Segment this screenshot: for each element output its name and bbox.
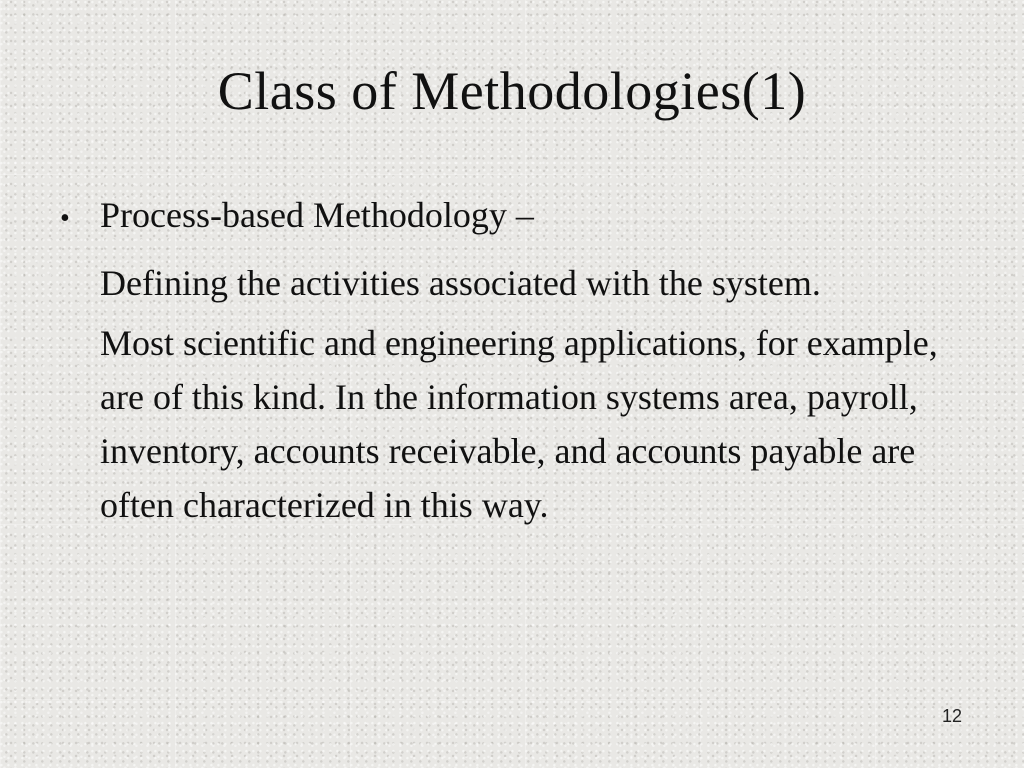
bullet-item [60, 188, 960, 246]
bullet-dot-icon: • [60, 203, 70, 234]
slide-content [60, 188, 960, 532]
paragraph-examples: Most scientific and engineering applications, for example, are of this kind. In the information systems area, payroll, inventory, accounts receivable, and accounts payable are often characterized in this way. [100, 323, 938, 525]
slide-title: Class of Methodologies(1) [217, 61, 807, 121]
bullet-text: Process-based Methodology – [100, 195, 534, 235]
page-number: 12 [941, 706, 962, 726]
paragraph-definition: Defining the activities associated with the system. [100, 263, 821, 303]
